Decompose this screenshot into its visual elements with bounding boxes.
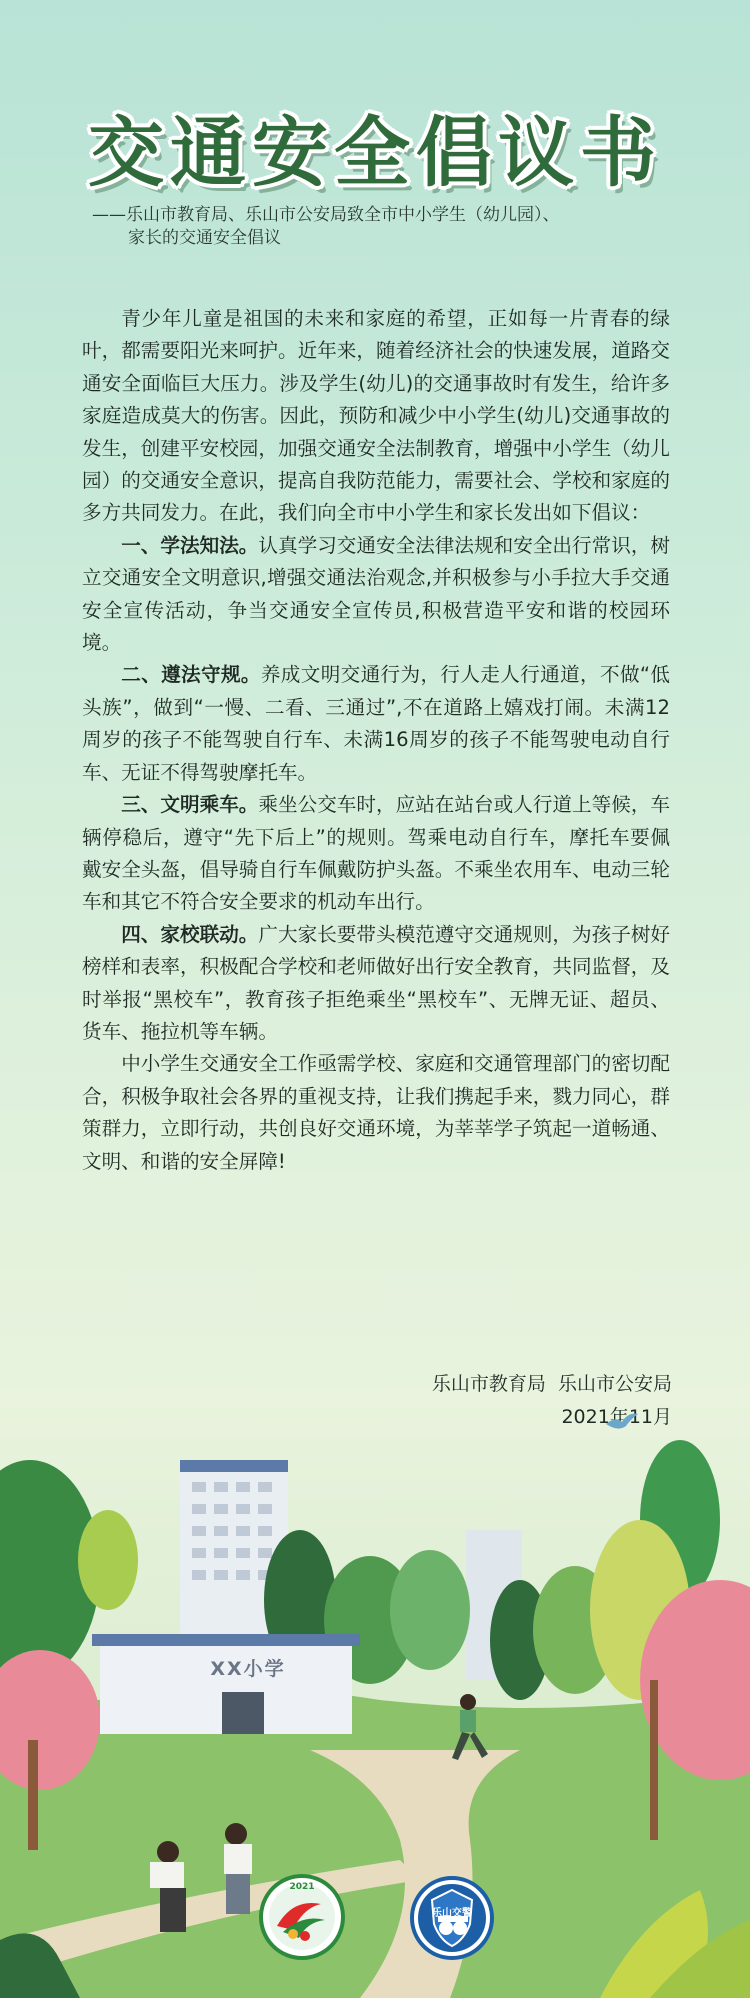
- section-paragraph: [82, 919, 670, 1049]
- traffic-safety-logo: [259, 1874, 345, 1960]
- intro-paragraph: 青少年儿童是祖国的未来和家庭的希望，正如每一片青春的绿叶，都需要阳光来呵护。近年来，随着经济社会的快速发展，道路交通安全面临巨大压力。涉及学生(幼儿)的交通事故时有发生，给许多家庭造成莫大的伤害。因此，预防和减少中小学生(幼儿)交通事故的发生，创建平安校园，加强交通安全法制教育，增强中小学生（幼儿园）的交通安全意识，提高自我防范能力，需要社会、学校和家庭的多方共同发力。在此，我们向全市中小学生和家长发出如下倡议：: [82, 307, 670, 525]
- section-paragraph: [82, 530, 670, 660]
- section-heading: 三、文明乘车。: [121, 793, 259, 817]
- subtitle-line-1: ——乐山市教育局、乐山市公安局致全市中小学生（幼儿园）、: [92, 205, 560, 225]
- section-text: 广大家长要带头模范遵守交通规则，为孩子树好榜样和表率，积极配合学校和老师做好出行安全教育，共同监督，及时举报“黑校车”，教育孩子拒绝乘坐“黑校车”、无牌无证、超员、货车、拖拉机等车辆。: [82, 922, 671, 1043]
- police-badge-text: 乐山交警: [432, 1908, 472, 1919]
- campus-illustration: [0, 1420, 750, 1998]
- section-heading: 四、家校联动。: [121, 922, 259, 946]
- school-building: [92, 1634, 360, 1734]
- proposal-body: [82, 303, 670, 1178]
- traffic-police-badge: [410, 1876, 494, 1960]
- closing-paragraph: 中小学生交通安全工作亟需学校、家庭和交通管理部门的密切配合，积极争取社会各界的重视支持，让我们携起手来，戮力同心，群策群力，立即行动，共创良好交通环境，为莘莘学子筑起一道畅通、文明、和谐的安全屏障!: [82, 1052, 670, 1173]
- subtitle-line-2: 家长的交通安全倡议: [128, 228, 281, 248]
- section-text: 认真学习交通安全法律法规和安全出行常识，树立交通安全文明意识,增强交通法治观念,并积极参与小手拉大手交通安全宣传活动，争当交通安全宣传员,积极营造平安和谐的校园环境。: [82, 533, 671, 655]
- section-text: 乘坐公交车时，应站在站台或人行道上等候，车辆停稳后，遵守“先下后上”的规则。驾乘电动自行车，摩托车要佩戴安全头盔，倡导骑自行车佩戴防护头盔。不乘坐农用车、电动三轮车和其它不符合安全要求的机动车出行。: [82, 793, 671, 914]
- logo-year: 2021: [289, 1882, 315, 1892]
- signature-date: 2021年11月: [561, 1406, 672, 1428]
- section-text: 养成文明交通行为，行人走人行通道，不做“低头族”，做到“一慢、二看、三通过”,不在道路上嬉戏打闹。未满12周岁的孩子不能驾驶自行车、未满16周岁的孩子不能驾驶电动自行车、无证不得驾驶摩托车。: [82, 663, 670, 784]
- page-title: 交通安全倡议书: [88, 108, 662, 197]
- section-heading: 一、学法知法。: [121, 533, 259, 557]
- subtitle: [92, 204, 682, 250]
- section-paragraph: [82, 789, 670, 919]
- signature-orgs: 乐山市教育局 乐山市公安局: [431, 1373, 672, 1395]
- section-heading: 二、遵法守规。: [121, 663, 261, 687]
- school-sign: XX小学: [210, 1658, 286, 1680]
- section-paragraph: [82, 659, 670, 789]
